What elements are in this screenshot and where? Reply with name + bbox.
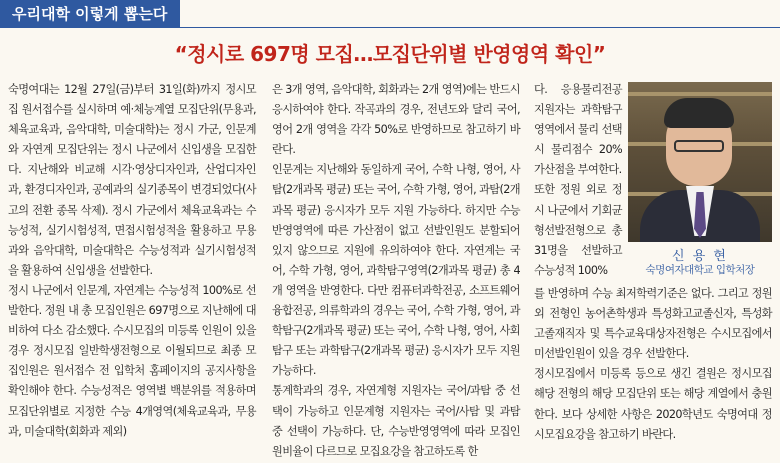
profile-name: 신 용 현 (672, 249, 728, 264)
article-column-3-continued: 를 반영하며 수능 최저학력기준은 없다. 그리고 정원외 전형인 농어촌학생과 특성화고교졸신자, 특성화고졸재직자 및 특수교육대상자전형은 수시모집에서 미선발인원이 있을 경우 선발한다. 정시모집에서 미등록 등으로 생긴 결원은 정시모집 해당 전형의 해당 모집단위 또는 해당 계열에서 충원한다. 보다 상세한 사항은 2020학년도 숙명여대 정시모집요강을 참고하기 바란다. (534, 287, 772, 441)
header-rule (180, 27, 780, 28)
profile-title: 숙명여자대학교 입학처장 (645, 264, 755, 276)
article-column-2: 은 3개 영역, 음악대학, 회화과는 2개 영역)에는 반드시 응시하여야 한다. 작곡과의 경우, 전년도와 달리 국어, 영어 2개 영역을 각각 50%로 반영하므로 참고하기 바란다. 인문계는 지난해와 동일하게 국어, 수학 나형, 영어, 사탐(2개과목 평균) 또는 국어, 수학 가형, 영어, 과탐(2개과목 평균) 응시자가 모두 지원 가능하다. 하지만 수능반영영역에 따른 가산점이 없고 선발인원도 분할되어 있지 않으므로 지원에 유의하여야 한다. 자연계는 국어, 수학 가형, 영어, 과학탐구영역(2개과목 평균) 총 4개 영역을 반영한다. 다만 컴퓨터과학전공, 소프트웨어융합전공, 의류학과의 경우는 국어, 수학 가형, 영어, 과학탐구(2개과목 평균) 또는 국어, 수학 나형, 영어, 사회탐구 또는 과학탐구(2개과목 평균) 응시자가 모두 지원 가능하다. 통계학과의 경우, 자연계형 지원자는 국어/과탐 중 선택이 가능하고 인문계형 지원자는 국어/사탐 및 과탐 중 선택이 가능하다. 단, 수능반영영역에 따라 모집인원비율이 다르므로 모집요강을 참고하도록 한 (272, 83, 520, 458)
section-tag: 우리대학 이렇게 뽑는다 (0, 0, 180, 28)
portrait-photo (628, 82, 772, 242)
article-column-1: 숙명여대는 12월 27일(금)부터 31일(화)까지 정시모집 원서접수를 실시하며 예·체능계열 모집단위(무용과, 체육교육과, 음악대학, 미술대학)는 정시 가군, 인문계와 자연계 모집단위는 정시 나군에서 신입생을 모집한다. 지난해와 비교해 시각·영상디자인과, 산업디자인과, 환경디자인과, 공예과의 실기종목이 변경되었다(사고의 전환 종목 삭제). 정시 가군에서 체육교육과는 수능성적, 실기시험성적, 면접시험성적을 활용하고 무용과와 음악대학, 미술대학은 수능성적과 실기시험성적을 활용하여 신입생을 선발한다. 정시 나군에서 인문계, 자연계는 수능성적 100%로 선발한다. 정원 내 총 모집인원은 697명으로 지난해에 대비하여 다소 감소했다. 수시모집의 미등록 인원이 있을 경우 정시모집 일반학생전형으로 이월되므로 최종 모집인원은 원서접수 전 입학처 홈페이지의 공지사항을 확인해야 한다. 수능성적은 영역별 백분위를 적용하며 모집단위별로 지정한 수능 4개영역(체육교육과, 무용과, 미술대학(회화과 제외) (8, 83, 256, 438)
article-column-3: 다. 응용물리전공 지원자는 과학탐구영역에서 물리 선택 시 물리점수 20% 가산점을 부여한다. 또한 정원 외로 정시 나군에서 기회균형선발전형으로 총 31명을 선발하고 수능성적 100% (534, 83, 622, 277)
header-bar (0, 0, 780, 32)
headline: “정시로 697명 모집…모집단위별 반영영역 확인” (174, 42, 606, 66)
